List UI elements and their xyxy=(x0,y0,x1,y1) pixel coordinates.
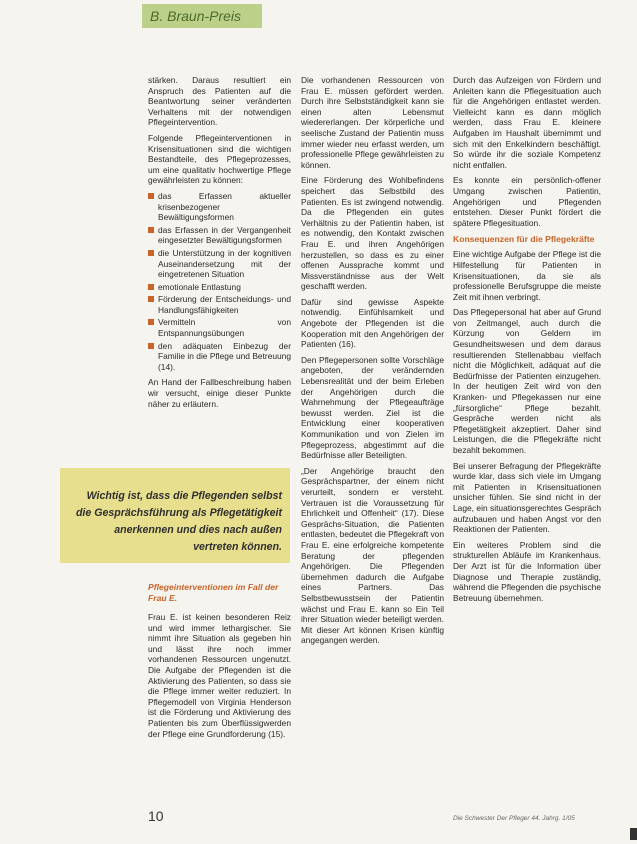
pull-quote-box xyxy=(60,468,290,563)
pull-quote-text: Wichtig ist, dass die Pflegenden selbst die Gesprächsführung als Pflegetätigkeit anerkennen und dies nach außen vertreten können. xyxy=(75,490,282,553)
paragraph: Eine wichtige Aufgabe der Pflege ist die Hilfestellung für Patienten in Krisensituationen, da sie als professionelle Berufsgruppe die meiste Zeit mit ihnen verbringt. xyxy=(453,249,601,302)
page-number: 10 xyxy=(148,808,164,824)
paragraph: Ein weiteres Problem sind die strukturellen Abläufe im Krankenhaus. Der Arzt ist für die Information über Diagnose und Therapie zuständig, während die Pflegenden die psychische Betreuung übernehmen. xyxy=(453,539,601,603)
list-item: die Unterstützung in der kognitiven Auseinandersetzung mit der eingetretenen Situation xyxy=(148,248,291,280)
paragraph: An Hand der Fallbeschreibung haben wir versucht, einige dieser Punkte näher zu erläutern. xyxy=(148,377,291,409)
paragraph: Das Pflegepersonal hat aber auf Grund von Zeitmangel, auch durch die Kürzung von Geldern im Gesundheitswesen und dem daraus resultierenden Stellenabbau vielfach nicht die Möglichkeit, adäquat auf die Bedürfnisse der Patienten einzugehen. In der heutigen Zeit wird von den Kranken- und Pflegekassen nur eine „fürsorgliche“ Pflege bezahlt. Gespräche werden nicht als Pflegetätigkeit akzeptiert. Daher sind Leistungen, die die Pflegekräfte nicht bezahlt bekommen. xyxy=(453,307,601,455)
subheading-consequences: Konsequenzen für die Pflegekräfte xyxy=(453,234,595,245)
intervention-list xyxy=(148,191,291,373)
list-item: das Erfassen in der Vergangenheit eingesetzter Bewältigungsformen xyxy=(148,225,291,246)
paragraph: Folgende Pflegeinterventionen in Krisensituationen sind die wichtigen Bestandteile, des Pflegeprozesses, um eine qualitativ hochwertige Pflege gewährleisten zu können: xyxy=(148,132,291,186)
bullet-square-icon xyxy=(148,296,154,302)
list-item: das Erfassen aktueller krisenbezogener Bewältigungsformen xyxy=(148,191,291,223)
paragraph: Durch das Aufzeigen von Fördern und Anleiten kann die Pflegesituation auch für die Angehörigen entlastet werden. Vielleicht kann es dann möglich werden, dass Frau E. kleinere Aufgaben im Haushalt übernimmt und sich mit den Enkelkindern beschäftigt. So würde ihr die soziale Kompetenz nicht entfallen. xyxy=(453,75,601,170)
paragraph: Es konnte ein persönlich-offener Umgang zwischen Patientin, Angehörigen und Pflegenden entstehen. Dieser Punkt fördert die spätere Pflegesituation. xyxy=(453,175,601,228)
paragraph: Bei unserer Befragung der Pflegekräfte wurde klar, dass sich viele im Umgang mit Patienten in Krisensituationen unsicher fühlen. Sie sind nicht in der Lage, ein situationsgerechtes Gespräch aufzubauen und haben Angst vor den Reaktionen der Patienten. xyxy=(453,460,601,535)
list-item: Förderung der Entscheidungs- und Handlungsfähigkeiten xyxy=(148,294,291,315)
text-column-1-lower xyxy=(148,612,291,739)
paragraph: Dafür sind gewisse Aspekte notwendig. Einfühlsamkeit und Angebote der Pflegenden ist die Kooperation mit den Angehörigen der Patienten (16). xyxy=(301,296,444,350)
bullet-square-icon xyxy=(148,343,154,349)
text-column-3 xyxy=(453,75,601,608)
paragraph: „Der Angehörige braucht den Gesprächspartner, der einem nicht verurteilt, sondern er versteht. Vertrauen ist die Voraussetzung für Ehrlichkeit und Offenheit“ (17). Diese Gesprächs-Situation, die Patienten entlasten, bedeutet die Pflegekraft von Frau E. eine erfolgreiche kompetente Beratung der pflegenden Angehörigen. Die Pflegenden übernehmen dadurch die Aufgabe eines Partners. Das Selbstbewusstsein der Patientin wächst und Frau E. kann so Ein Teil ihrer Situation wieder beteiligt werden. Mit dieser Art können Krisen künftig angegangen werden. xyxy=(301,465,444,646)
bullet-square-icon xyxy=(148,193,154,199)
bullet-square-icon xyxy=(148,319,154,325)
bullet-square-icon xyxy=(148,250,154,256)
bullet-square-icon xyxy=(148,284,154,290)
paragraph: Die vorhandenen Ressourcen von Frau E. müssen gefördert werden. Durch ihre Selbstständigkeit kann sie einen alten Lebensmut wiedererlangen. Der körperliche und seelische Zustand der Patientin muss immer wieder neu erfasst werden, um professionelle Pflege gewährleisten zu können. xyxy=(301,75,444,170)
list-item: den adäquaten Einbezug der Familie in die Pflege und Betreuung (14). xyxy=(148,341,291,373)
subheading-interventions: Pflegeinterventionen im Fall der Frau E. xyxy=(148,582,279,603)
section-title: B. Braun-Preis xyxy=(150,8,242,24)
bullet-square-icon xyxy=(148,227,154,233)
text-column-1 xyxy=(148,75,291,414)
list-item: emotionale Entlastung xyxy=(148,282,291,293)
paragraph: stärken. Daraus resultiert ein Anspruch des Patienten auf die Beantwortung seiner veränderten Verhaltens mit der notwendigen Pflegeintervention. xyxy=(148,75,291,128)
edge-mark xyxy=(630,828,637,840)
journal-footer: Die Schwester Der Pfleger 44. Jahrg. 1/05 xyxy=(453,815,575,822)
paragraph: Frau E. ist keinen besonderen Reiz und wird immer lethargischer. Sie nimmt ihre Situation als gegeben hin und lässt ihre noch immer vorhandenen Ressourcen ungenutzt. Die Aufgabe der Pflegenden ist die Aktivierung des Patienten, so dass sie die Pflege immer weiter reduziert. In Pflegemodell von Virginia Henderson ist die Förderung und Aktivierung des Patienten bis zum Überflüssigwerden der Pflege eine Grundforderung (15). xyxy=(148,612,291,739)
paragraph: Den Pflegepersonen sollte Vorschläge angeboten, der verändernden Lebensrealität und der beim Erleben der Angehörigen durch die Wahrnehmung der Pflegeaufträge bewusst werden. Ziel ist die Entwicklung einer kooperativen Kommunikation und von Zielen im Pflegeprozess, abgestimmt auf die Bedürfnisse aller Beteiligten. xyxy=(301,354,444,461)
section-header-band xyxy=(142,4,262,28)
text-column-2 xyxy=(301,75,444,651)
list-item: Vermitteln von Entspannungsübungen xyxy=(148,317,291,338)
paragraph: Eine Förderung des Wohlbefindens speichert das Selbstbild des Patienten. Es ist zwingend notwendig. Da die Pflegenden ein gutes Verhältnis zu der Patientin haben, ist es notwendig, den Kontakt zwischen Frau E. und ihren Angehörigen herzustellen, so dass es zu einer offenen Aussprache kommt und Missverständnisse aus der Welt geschafft werden. xyxy=(301,175,444,292)
